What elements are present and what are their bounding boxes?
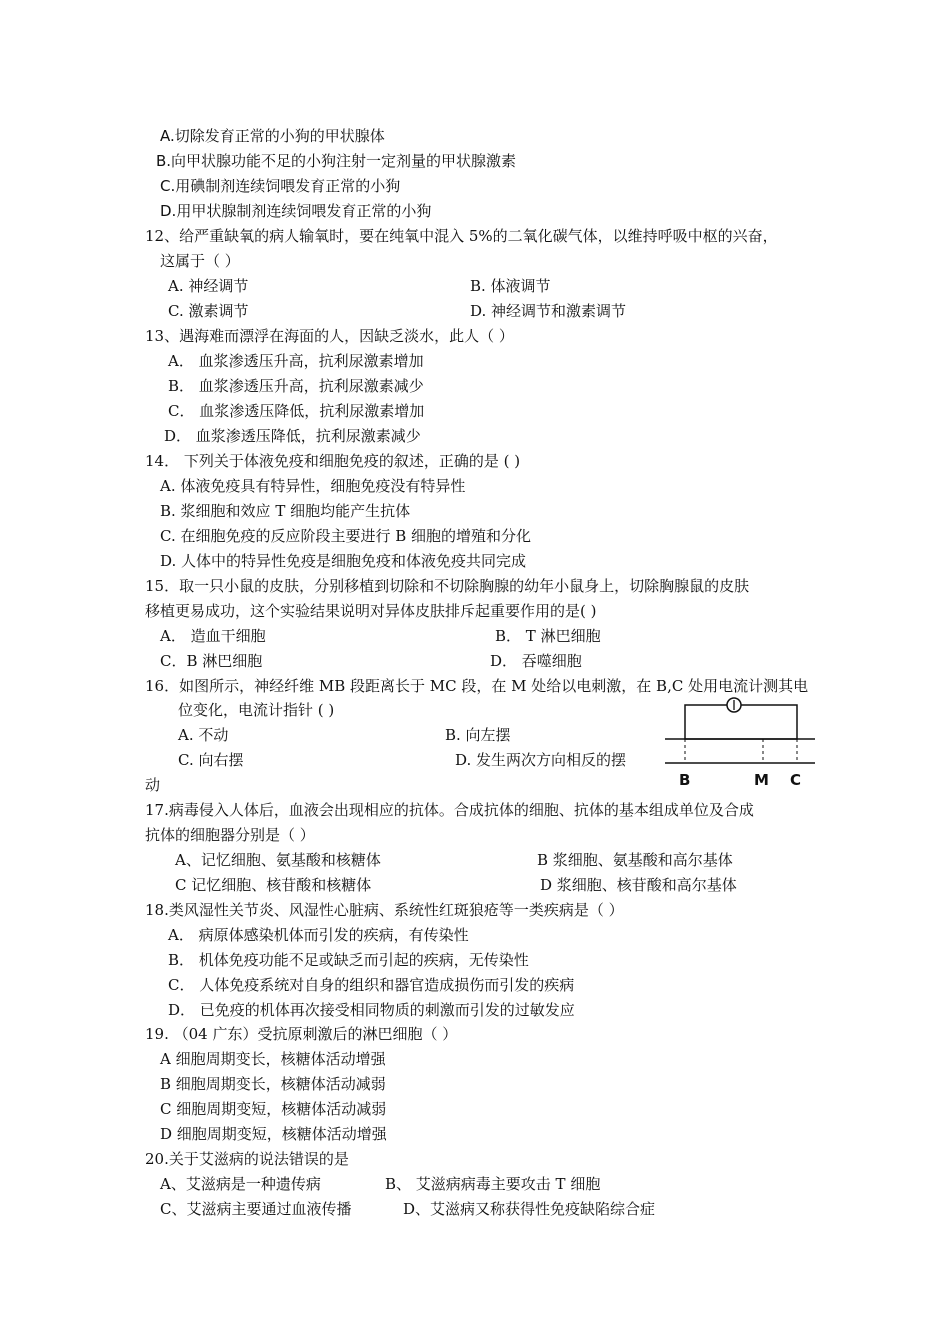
label-c: C <box>790 771 802 789</box>
q13-option-a: A． 血浆渗透压升高，抗利尿激素增加 <box>168 352 424 370</box>
q14-option-d: D. 人体中的特异性免疫是细胞免疫和体液免疫共同完成 <box>160 552 527 570</box>
q17-option-b: B 浆细胞、氨基酸和高尔基体 <box>537 851 733 869</box>
q12-option-c: C. 激素调节 <box>168 302 249 320</box>
q15-option-c: C．B 淋巴细胞 <box>160 652 263 670</box>
q19-option-c: C 细胞周期变短，核糖体活动减弱 <box>160 1100 387 1118</box>
q20-option-c: C、艾滋病主要通过血液传播 <box>160 1200 352 1218</box>
q12-option-a: A. 神经调节 <box>168 277 249 295</box>
q16-option-d: D. 发生两次方向相反的摆 <box>455 751 627 769</box>
q14-option-c: C. 在细胞免疫的反应阶段主要进行 B 细胞的增殖和分化 <box>160 527 532 545</box>
q16-option-a: A. 不动 <box>178 726 229 744</box>
q16-option-b: B. 向左摆 <box>445 726 511 744</box>
q12-option-d: D. 神经调节和激素调节 <box>470 302 627 320</box>
q14-option-b: B. 浆细胞和效应 T 细胞均能产生抗体 <box>160 502 411 520</box>
label-b: B <box>679 771 691 789</box>
q15-stem: 15．取一只小鼠的皮肤，分别移植到切除和不切除胸腺的幼年小鼠身上，切除胸腺鼠的皮肤 <box>145 577 750 595</box>
q19-option-d: D 细胞周期变短，核糖体活动增强 <box>160 1125 387 1143</box>
q20-option-b: B、 艾滋病病毒主要攻击 T 细胞 <box>385 1175 601 1193</box>
q14-option-a: A. 体液免疫具有特异性，细胞免疫没有特异性 <box>160 477 466 495</box>
q19-option-b: B 细胞周期变长，核糖体活动减弱 <box>160 1075 386 1093</box>
q20-option-d: D、艾滋病又称获得性免疫缺陷综合症 <box>403 1200 656 1218</box>
q11-option-d: D.用甲状腺制剂连续饲喂发育正常的小狗 <box>160 202 432 220</box>
q13-stem: 13、遇海难而漂浮在海面的人，因缺乏淡水，此人（ ） <box>145 327 514 345</box>
q17-option-c: C 记忆细胞、核苷酸和核糖体 <box>175 876 372 894</box>
q18-option-c: C． 人体免疫系统对自身的组织和器官造成损伤而引发的疾病 <box>168 976 575 994</box>
label-m: M <box>754 771 769 789</box>
q17-option-a: A、记忆细胞、氨基酸和核糖体 <box>175 851 381 869</box>
q16-option-c: C. 向右摆 <box>178 751 244 769</box>
q18-option-d: D． 已免疫的机体再次接受相同物质的刺激而引发的过敏发应 <box>168 1001 575 1019</box>
q11-option-a: A.切除发育正常的小狗的甲状腺体 <box>160 127 385 145</box>
q16-option-d-cont: 动 <box>145 776 161 794</box>
q14-stem: 14． 下列关于体液免疫和细胞免疫的叙述，正确的是 ( ) <box>145 452 521 470</box>
q20-stem: 20.关于艾滋病的说法错误的是 <box>145 1150 349 1168</box>
q15-option-a: A． 造血干细胞 <box>160 627 266 645</box>
q13-option-b: B． 血浆渗透压升高，抗利尿激素减少 <box>168 377 424 395</box>
q13-option-c: C． 血浆渗透压降低，抗利尿激素增加 <box>168 402 425 420</box>
q11-option-b: B.向甲状腺功能不足的小狗注射一定剂量的甲状腺激素 <box>156 152 517 170</box>
q18-option-b: B． 机体免疫功能不足或缺乏而引起的疾病，无传染性 <box>168 951 529 969</box>
q16-stem: 16．如图所示，神经纤维 MB 段距离长于 MC 段，在 M 处给以电刺激，在 B,C 处用电流计测其电 <box>145 677 809 695</box>
q16-stem-cont: 位变化，电流计指针 ( ) <box>178 701 335 719</box>
q11-option-c: C.用碘制剂连续饲喂发育正常的小狗 <box>160 177 401 195</box>
q15-option-d: D． 吞噬细胞 <box>490 652 582 670</box>
q17-option-d: D 浆细胞、核苷酸和高尔基体 <box>540 876 737 894</box>
galvanometer-circuit <box>685 705 797 739</box>
nerve-fiber-galvanometer-figure <box>660 695 820 795</box>
q20-option-a: A、艾滋病是一种遗传病 <box>160 1175 321 1193</box>
q18-option-a: A． 病原体感染机体而引发的疾病，有传染性 <box>168 926 469 944</box>
q17-stem-cont: 抗体的细胞器分别是（ ） <box>145 826 315 844</box>
q12-option-b: B. 体液调节 <box>470 277 551 295</box>
q12-stem: 12、给严重缺氧的病人输氧时，要在纯氧中混入 5%的二氧化碳气体，以维持呼吸中枢的兴奋， <box>145 227 778 245</box>
q15-option-b: B． T 淋巴细胞 <box>495 627 601 645</box>
q19-option-a: A 细胞周期变长，核糖体活动增强 <box>160 1050 386 1068</box>
q19-stem: 19. （04 广东）受抗原刺激后的淋巴细胞（ ） <box>145 1025 458 1043</box>
q13-option-d: D． 血浆渗透压降低，抗利尿激素减少 <box>164 427 421 445</box>
q18-stem: 18.类风湿性关节炎、风湿性心脏病、系统性红斑狼疮等一类疾病是（ ） <box>145 901 624 919</box>
q17-stem: 17.病毒侵入人体后，血液会出现相应的抗体。合成抗体的细胞、抗体的基本组成单位及合成 <box>145 801 754 819</box>
q12-stem-cont: 这属于（ ） <box>160 252 240 270</box>
q15-stem-cont: 移植更易成功，这个实验结果说明对异体皮肤排斥起重要作用的是( ) <box>145 602 597 620</box>
